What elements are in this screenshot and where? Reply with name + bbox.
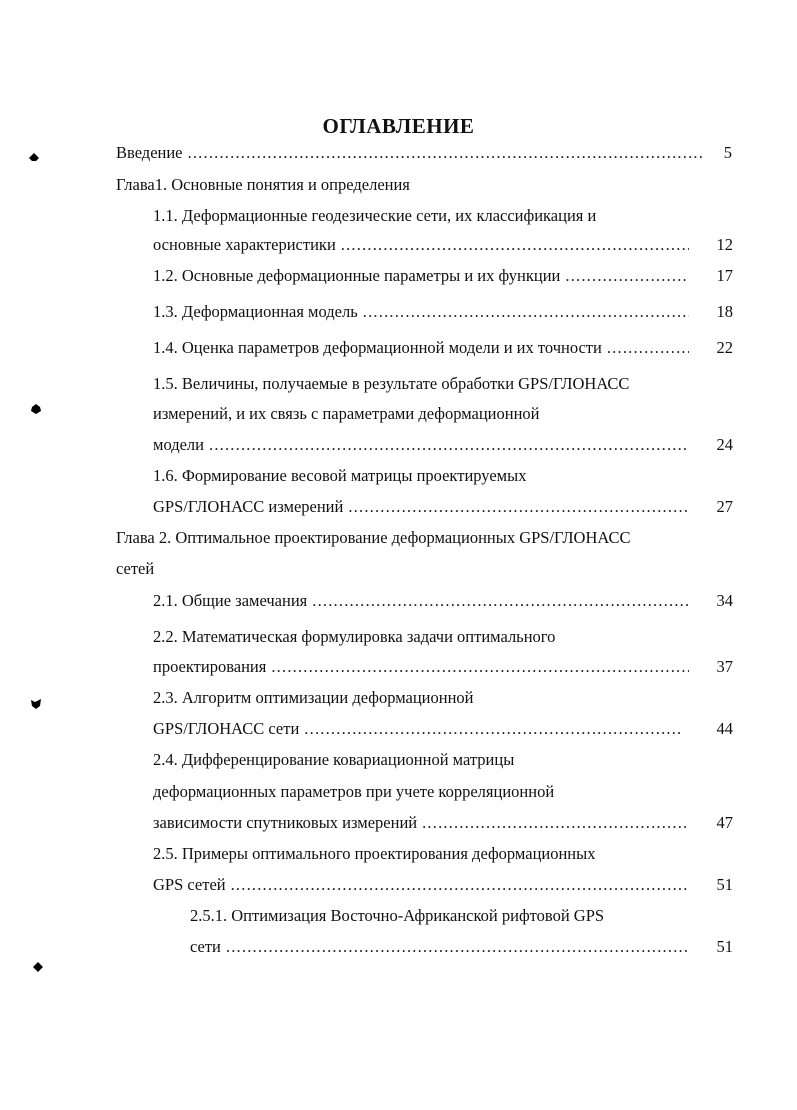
toc-entry-2-4-line2: деформационных параметров при учете корреляционной	[153, 782, 555, 801]
toc-entry-text: GPS сетей	[153, 875, 226, 894]
binder-hole-icon	[28, 152, 40, 162]
toc-entry-1-6-line1: 1.6. Формирование весовой матрицы проектируемых	[153, 466, 527, 485]
toc-page-number: 5	[723, 143, 732, 162]
toc-entry-1-1	[153, 235, 733, 257]
toc-page-number: 27	[716, 497, 733, 516]
toc-leader-dots	[341, 235, 689, 255]
toc-chapter-2-line2: сетей	[116, 559, 155, 578]
toc-leader-dots	[348, 497, 689, 517]
toc-leader-dots	[607, 338, 689, 358]
toc-leader-dots	[304, 719, 681, 739]
toc-chapter-1: Глава1. Основные понятия и определения	[116, 175, 410, 194]
toc-entry-2-1	[153, 591, 733, 613]
toc-leader-dots	[363, 302, 689, 322]
binder-hole-icon	[30, 698, 42, 708]
toc-page-number: 24	[716, 435, 733, 454]
toc-leader-dots	[271, 657, 689, 677]
toc-page-number: 22	[716, 338, 733, 357]
toc-entry-1-5	[153, 435, 733, 457]
toc-entry-text: 2.1. Общие замечания	[153, 591, 308, 610]
binder-hole-icon	[32, 962, 44, 972]
toc-entry-2-3	[153, 719, 733, 741]
toc-leader-dots	[231, 875, 689, 895]
toc-entry-1-5-line2: измерений, и их связь с параметрами деформационной	[153, 404, 540, 423]
page-title: ОГЛАВЛЕНИЕ	[322, 114, 475, 138]
toc-leader-dots	[188, 143, 704, 163]
toc-entry-2-5-line1: 2.5. Примеры оптимального проектирования деформационных	[153, 844, 596, 863]
toc-page-number: 44	[716, 719, 733, 738]
toc-entry-text: зависимости спутниковых измерений	[153, 813, 418, 832]
toc-page-number: 47	[716, 813, 733, 832]
toc-entry-2-3-line1: 2.3. Алгоритм оптимизации деформационной	[153, 688, 474, 707]
toc-entry-1-4	[153, 338, 733, 360]
toc-entry-text: 1.2. Основные деформационные параметры и их функции	[153, 266, 561, 285]
toc-page-number: 12	[716, 235, 733, 254]
toc-entry-1-1-line1: 1.1. Деформационные геодезические сети, их классификация и	[153, 206, 597, 225]
toc-entry-text: основные характеристики	[153, 235, 336, 254]
toc-page-number: 34	[716, 591, 733, 610]
toc-entry-2-5-1-line1: 2.5.1. Оптимизация Восточно-Африканской рифтовой GPS	[190, 906, 605, 925]
toc-leader-dots	[422, 813, 689, 833]
toc-page-number: 51	[716, 937, 733, 956]
toc-page-number: 17	[716, 266, 733, 285]
toc-entry-1-3	[153, 302, 733, 324]
toc-entry-2-5-1	[190, 937, 733, 959]
toc-page-number: 18	[716, 302, 733, 321]
toc-entry-1-2	[153, 266, 733, 288]
toc-entry-2-2-line1: 2.2. Математическая формулировка задачи оптимального	[153, 627, 556, 646]
toc-entry-2-5	[153, 875, 733, 897]
toc-entry-2-2	[153, 657, 733, 679]
binder-hole-icon	[30, 404, 42, 414]
toc-chapter-2-line1: Глава 2. Оптимальное проектирование деформационных GPS/ГЛОНАСС	[116, 528, 631, 547]
toc-entry-text: модели	[153, 435, 204, 454]
toc-entry-2-4	[153, 813, 733, 835]
toc-entry-1-5-line1: 1.5. Величины, получаемые в результате обработки GPS/ГЛОНАСС	[153, 374, 630, 393]
toc-entry-text: Введение	[116, 143, 183, 162]
toc-leader-dots	[565, 266, 689, 286]
toc-leader-dots	[226, 937, 689, 957]
toc-page-number: 37	[716, 657, 733, 676]
toc-entry-text: 1.4. Оценка параметров деформационной модели и их точности	[153, 338, 602, 357]
toc-page-number: 51	[716, 875, 733, 894]
toc-entry-1-6	[153, 497, 733, 519]
toc-entry-text: 1.3. Деформационная модель	[153, 302, 358, 321]
toc-leader-dots	[209, 435, 689, 455]
toc-entry-text: GPS/ГЛОНАСС сети	[153, 719, 300, 738]
toc-entry-text: сети	[190, 937, 221, 956]
toc-entry-text: проектирования	[153, 657, 267, 676]
toc-entry-intro	[116, 143, 732, 165]
toc-entry-text: GPS/ГЛОНАСС измерений	[153, 497, 344, 516]
toc-entry-2-4-line1: 2.4. Дифференцирование ковариационной матрицы	[153, 750, 515, 769]
toc-leader-dots	[312, 591, 689, 611]
